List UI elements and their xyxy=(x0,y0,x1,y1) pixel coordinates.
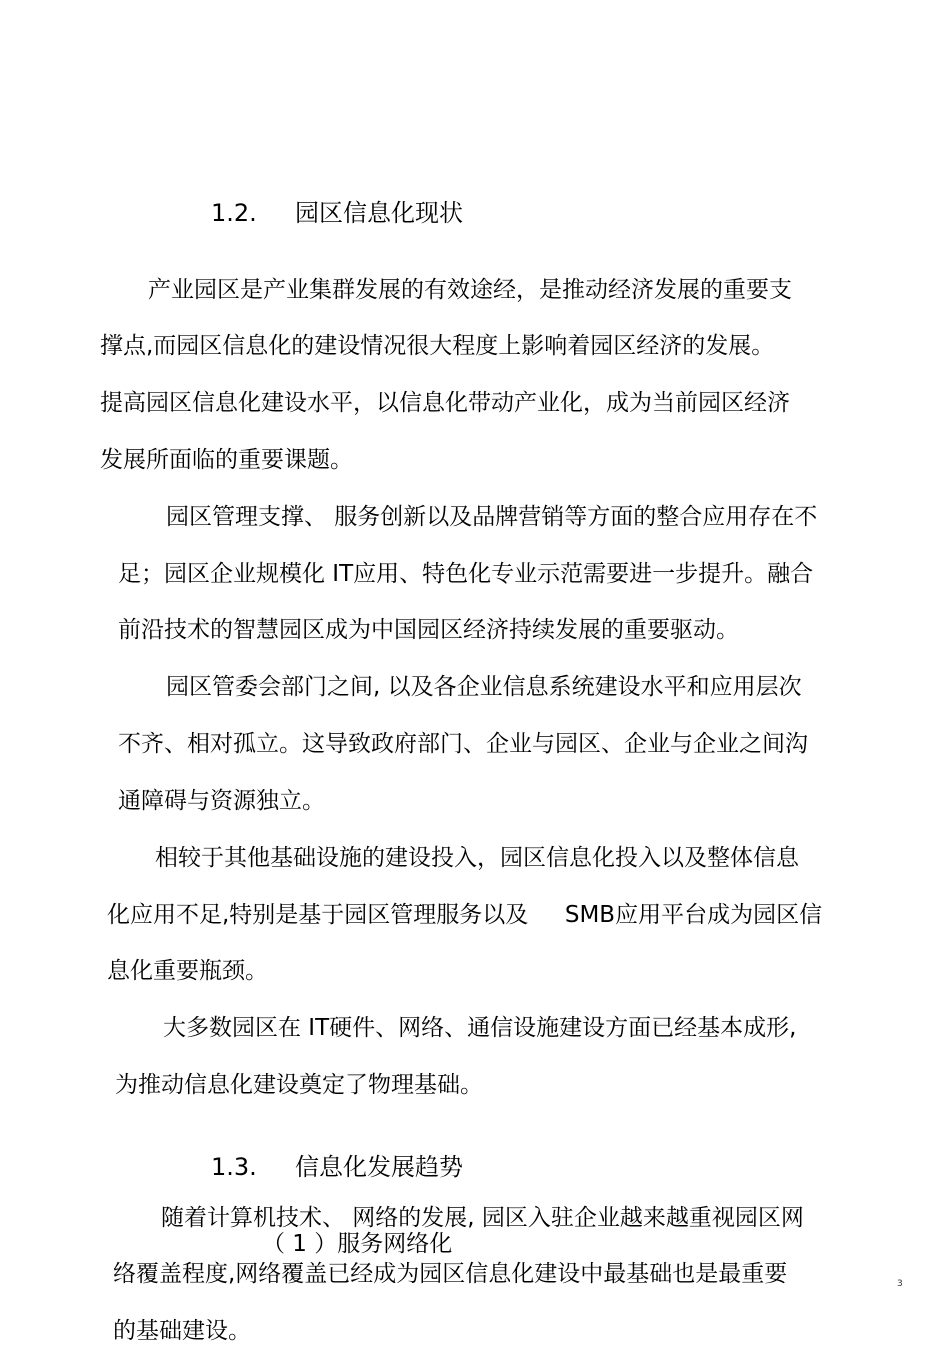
page-number: 3 xyxy=(897,1279,903,1289)
text-line: 息化重要瓶颈。 xyxy=(107,958,268,984)
text-line: 为推动信息化建设奠定了物理基础。 xyxy=(115,1072,483,1098)
text-line: 发展所面临的重要课题。 xyxy=(100,447,353,473)
section-title: 园区信息化现状 xyxy=(295,199,463,227)
text-line: 化应用不足,特别是基于园区管理服务以及 SMB应用平台成为园区信 xyxy=(107,902,823,928)
text-line: 足；园区企业规模化 IT应用、特色化专业示范需要进一步提升。融合 xyxy=(118,561,814,587)
text-line: 大多数园区在 IT硬件、网络、通信设施建设方面已经基本成形, xyxy=(163,1015,797,1041)
section-title: 信息化发展趋势 xyxy=(295,1153,463,1181)
section-number: 1.2. xyxy=(211,199,257,227)
section-number: 1.3. xyxy=(211,1153,257,1181)
text-line: 提高园区信息化建设水平，以信息化带动产业化，成为当前园区经济 xyxy=(100,390,790,416)
text-line: 络覆盖程度,网络覆盖已经成为园区信息化建设中最基础也是最重要 xyxy=(113,1261,788,1287)
text-line: 相较于其他基础设施的建设投入，园区信息化投入以及整体信息 xyxy=(155,845,799,871)
text-line: 产业园区是产业集群发展的有效途经，是推动经济发展的重要支 xyxy=(148,277,792,303)
text-line: 通障碍与资源独立。 xyxy=(118,788,325,814)
text-line: 随着计算机技术、 网络的发展, 园区入驻企业越来越重视园区网 xyxy=(161,1205,804,1231)
text-line: 撑点,而园区信息化的建设情况很大程度上影响着园区经济的发展。 xyxy=(100,333,775,359)
text-line: 前沿技术的智慧园区成为中国园区经济持续发展的重要驱动。 xyxy=(118,617,739,643)
text-line: 不齐、相对孤立。这导致政府部门、企业与园区、企业与企业之间沟 xyxy=(118,731,808,757)
subheading-service-networking: （ 1 ）服务网络化 xyxy=(262,1231,453,1257)
text-line: 的基础建设。 xyxy=(113,1318,251,1344)
text-line: 园区管委会部门之间, 以及各企业信息系统建设水平和应用层次 xyxy=(166,674,802,700)
text-line: 园区管理支撑、 服务创新以及品牌营销等方面的整合应用存在不 xyxy=(166,504,818,530)
